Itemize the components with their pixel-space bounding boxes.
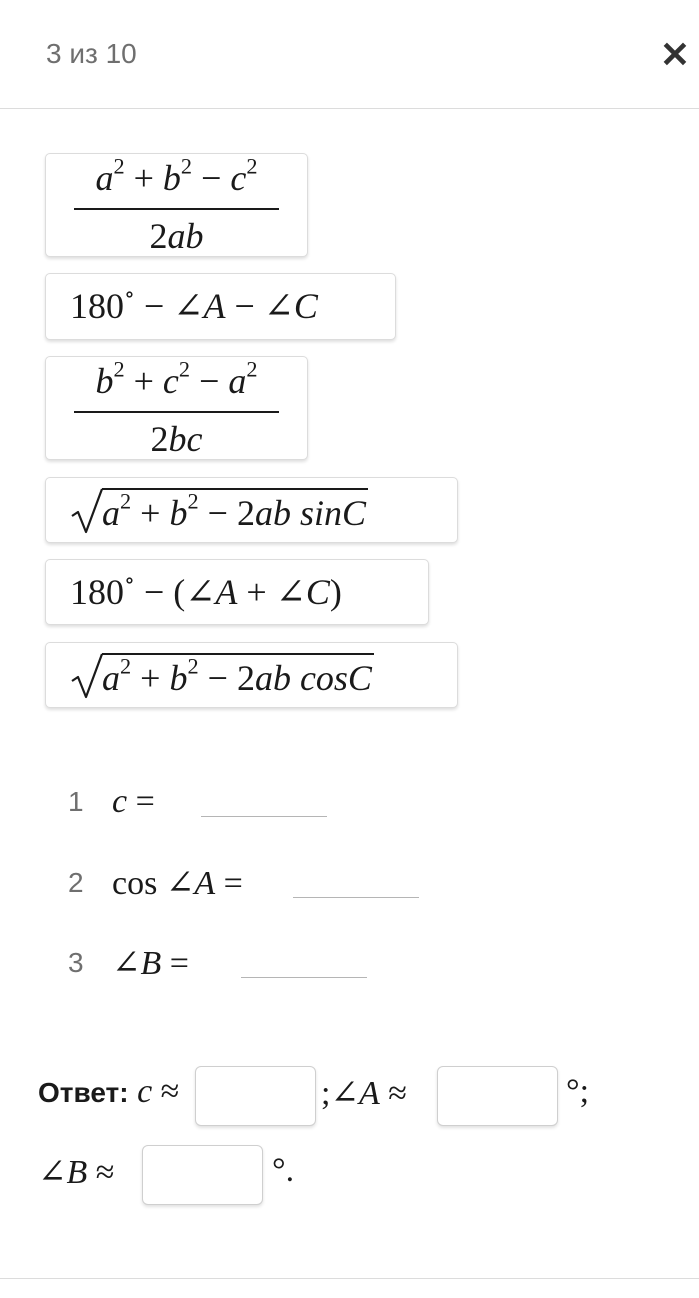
answer-line-1: Ответ: c ≈	[38, 1073, 180, 1110]
sqrt-icon	[70, 649, 104, 701]
denominator: 2ab	[149, 216, 204, 256]
answer-angle-b-input[interactable]	[142, 1145, 263, 1205]
fraction-bar	[74, 411, 279, 413]
answer-angle-a-suffix: °;	[566, 1073, 590, 1110]
formula-card-2[interactable]	[45, 273, 396, 340]
answer-angle-b-suffix: °.	[272, 1152, 295, 1189]
close-icon[interactable]: ✕	[659, 34, 691, 75]
formula-card-5[interactable]	[45, 559, 429, 625]
answer-angle-a-input[interactable]	[437, 1066, 558, 1126]
answer-angle-a-label: ;∠A ≈	[321, 1075, 407, 1112]
progress-counter: 3 из 10	[46, 38, 137, 69]
answer-c-input[interactable]	[195, 1066, 316, 1126]
radicand: $a^2 + b^2 - 2ab$ sinC	[102, 488, 368, 536]
sqrt-icon	[70, 484, 104, 536]
question-number: 3	[68, 947, 84, 978]
drop-zone-3[interactable]	[241, 977, 367, 978]
footer-divider	[0, 1278, 699, 1279]
numerator: $b^2 + c^2 - a^2$	[95, 356, 258, 401]
formula-card-3[interactable]	[45, 356, 308, 460]
formula-card-6[interactable]	[45, 642, 458, 708]
drop-zone-2[interactable]	[293, 897, 419, 898]
header	[0, 0, 699, 109]
drop-zone-1[interactable]	[201, 816, 327, 817]
formula-card-4[interactable]	[45, 477, 458, 543]
numerator: $a^2 + b^2 - c^2$	[95, 153, 258, 198]
formula-card-1[interactable]	[45, 153, 308, 257]
fraction-bar	[74, 208, 279, 210]
answer-label: Ответ:	[38, 1077, 129, 1108]
question-number: 1	[68, 786, 84, 817]
denominator: 2bc	[150, 419, 203, 459]
formula-text: 180∘ − (∠A + ∠C)	[70, 567, 342, 612]
answer-line-2: ∠B ≈	[38, 1154, 115, 1191]
question-expression: c =	[112, 783, 155, 820]
question-expression: ∠B =	[112, 945, 189, 982]
question-number: 2	[68, 867, 84, 898]
formula-text: 180∘ − ∠A − ∠C	[70, 281, 318, 326]
radicand: $a^2 + b^2 - 2ab$ cosC	[102, 653, 374, 701]
question-expression: cos ∠A =	[112, 865, 243, 902]
